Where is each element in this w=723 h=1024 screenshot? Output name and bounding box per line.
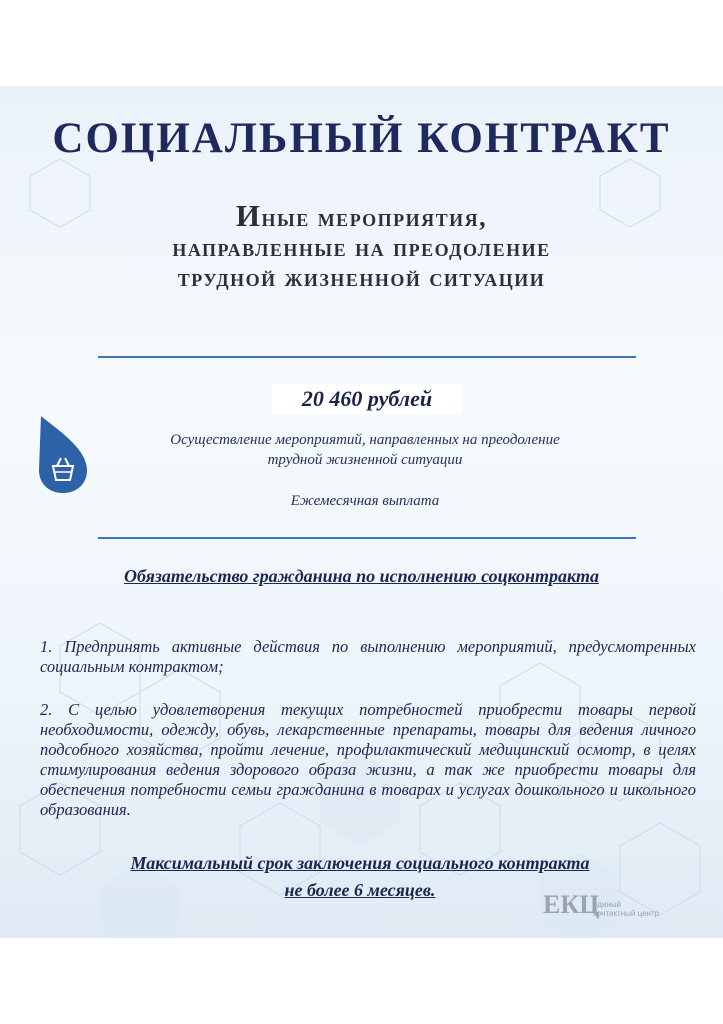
payment-description: Осуществление мероприятий, направленных на преодоление трудной жизненной ситуации (170, 432, 560, 468)
logo-text: единый контактный центр (593, 900, 660, 918)
divider-top (98, 356, 636, 358)
page-title: СОЦИАЛЬНЫЙ КОНТРАКТ (52, 115, 671, 162)
subtitle-line-1: Иные мероприятия, (235, 198, 488, 233)
max-term-note: Максимальный срок заключения социального контракта не более 6 месяцев. (130, 853, 590, 900)
poster (0, 86, 723, 938)
subtitle-line-2: направленные на преодоление (172, 233, 551, 262)
payment-amount: 20 460 рублей (272, 384, 462, 414)
logo-mark: ЕКЦ (543, 890, 600, 919)
subtitle-line-3: трудной жизненной ситуации (177, 263, 546, 292)
payment-frequency: Ежемесячная выплата (290, 493, 440, 509)
obligation-item-1: 1. Предпринять активные действия по выполнению мероприятий, предусмотренных социальным контрактом; (40, 636, 696, 676)
basket-drop-icon (37, 414, 89, 494)
obligation-heading: Обязательство гражданина по исполнению соцконтракта (124, 566, 599, 586)
divider-bottom (98, 537, 636, 539)
subtitle (40, 198, 683, 293)
contact-center-logo (543, 888, 693, 928)
obligation-item-2: 2. С целью удовлетворения текущих потребностей приобрести товары первой необходимости, одежду, обувь, лекарственные препараты, товары для ведения личного подсобного хозяйства, пройти лечение, профилактический медицинский осмотр, в целях стимулирования ведения здорового образа жизни, а так же приобрести товары для обеспечения потребности семьи гражданина в товарах и услугах дошкольного и школьного образования. (40, 699, 696, 819)
